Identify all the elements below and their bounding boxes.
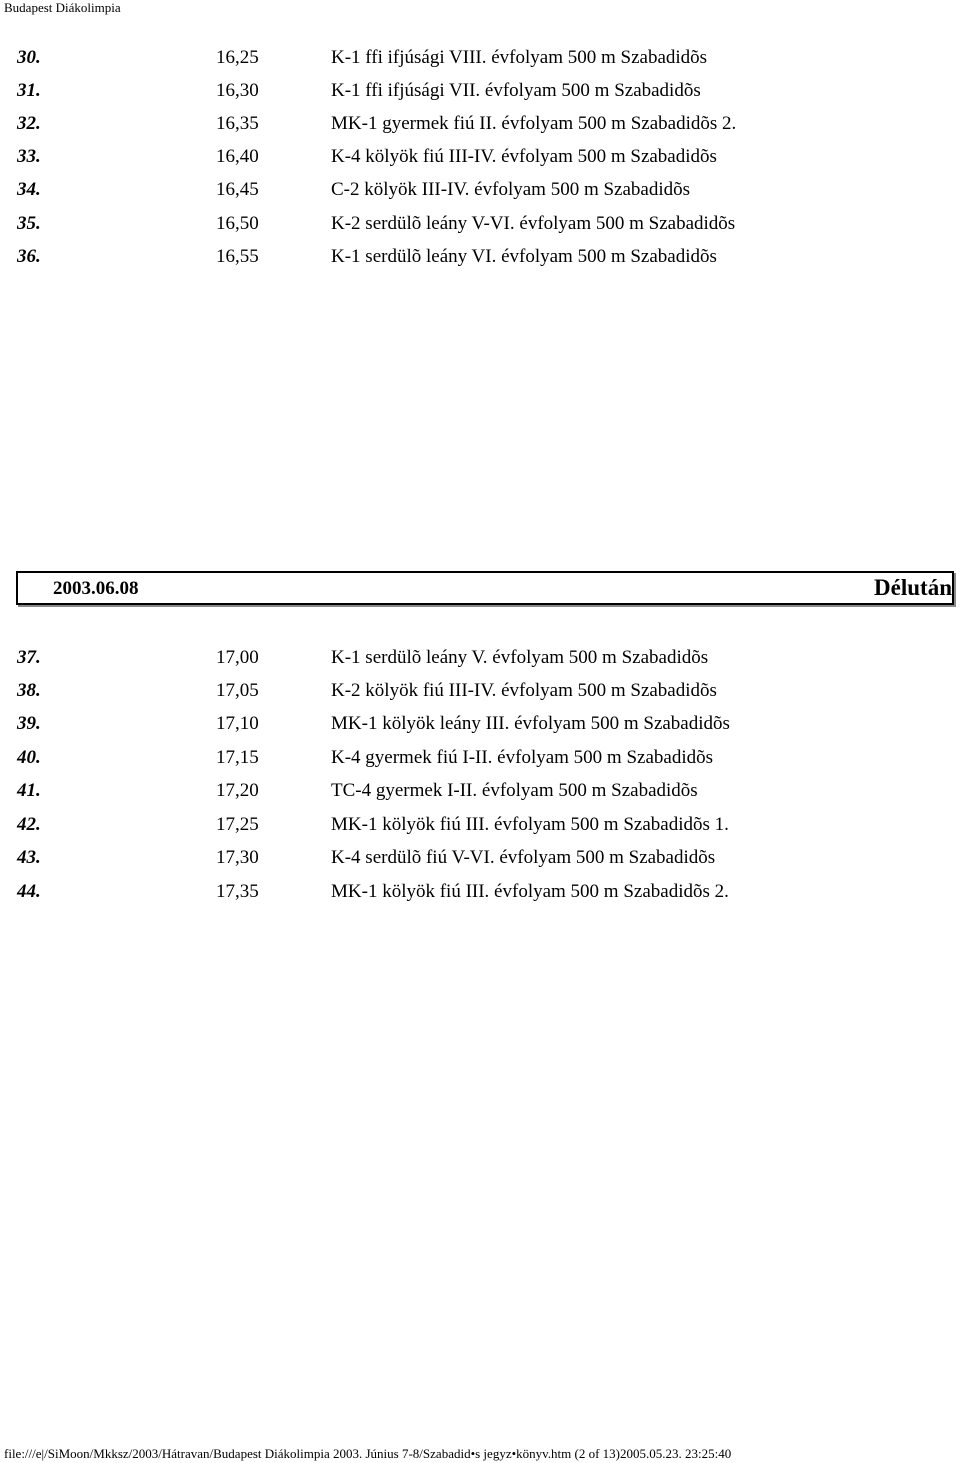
race-number: 39. bbox=[17, 713, 41, 734]
race-number: 34. bbox=[17, 179, 41, 200]
race-time: 17,25 bbox=[216, 814, 259, 835]
race-event: K-1 ffi ifjúsági VII. évfolyam 500 m Szabadidõs bbox=[331, 80, 701, 101]
race-number: 37. bbox=[17, 647, 41, 668]
race-time: 16,35 bbox=[216, 113, 259, 134]
race-time: 16,25 bbox=[216, 47, 259, 68]
session-header bbox=[16, 571, 954, 605]
race-time: 16,55 bbox=[216, 246, 259, 267]
race-time: 17,30 bbox=[216, 847, 259, 868]
race-time: 17,10 bbox=[216, 713, 259, 734]
race-event: K-4 gyermek fiú I-II. évfolyam 500 m Szabadidõs bbox=[331, 747, 714, 768]
race-time: 16,45 bbox=[216, 179, 259, 200]
race-number: 44. bbox=[17, 881, 41, 902]
session-date: 2003.06.08 bbox=[53, 578, 139, 599]
race-event: K-2 serdülõ leány V-VI. évfolyam 500 m Szabadidõs bbox=[331, 213, 736, 234]
race-event: K-1 ffi ifjúsági VIII. évfolyam 500 m Szabadidõs bbox=[331, 47, 708, 68]
race-event: MK-1 gyermek fiú II. évfolyam 500 m Szabadidõs 2. bbox=[331, 113, 737, 134]
race-number: 35. bbox=[17, 213, 41, 234]
race-time: 17,35 bbox=[216, 881, 259, 902]
session-label: Délután bbox=[874, 575, 952, 600]
race-event: MK-1 kölyök leány III. évfolyam 500 m Szabadidõs bbox=[331, 713, 730, 734]
page-footer-path: file:///e|/SiMoon/Mkksz/2003/Hátravan/Budapest Diákolimpia 2003. Június 7-8/Szabadid•s jegyz•könyv.htm (2 of 13)2005.05.23. 23:25:40 bbox=[4, 1446, 732, 1461]
race-number: 36. bbox=[17, 246, 41, 267]
race-number: 33. bbox=[17, 146, 41, 167]
race-number: 40. bbox=[17, 747, 41, 768]
race-event: K-1 serdülõ leány V. évfolyam 500 m Szabadidõs bbox=[331, 647, 709, 668]
race-event: K-4 kölyök fiú III-IV. évfolyam 500 m Szabadidõs bbox=[331, 146, 717, 167]
race-event: K-1 serdülõ leány VI. évfolyam 500 m Szabadidõs bbox=[331, 246, 717, 267]
race-number: 38. bbox=[17, 680, 41, 701]
page-header-title: Budapest Diákolimpia bbox=[4, 0, 121, 15]
race-number: 41. bbox=[17, 780, 41, 801]
race-time: 17,15 bbox=[216, 747, 259, 768]
race-event: K-2 kölyök fiú III-IV. évfolyam 500 m Szabadidõs bbox=[331, 680, 717, 701]
race-number: 30. bbox=[17, 47, 41, 68]
race-time: 16,30 bbox=[216, 80, 259, 101]
race-number: 43. bbox=[17, 847, 41, 868]
race-time: 17,05 bbox=[216, 680, 259, 701]
race-time: 17,00 bbox=[216, 647, 259, 668]
race-event: TC-4 gyermek I-II. évfolyam 500 m Szabadidõs bbox=[331, 780, 698, 801]
race-number: 31. bbox=[17, 80, 41, 101]
race-time: 16,50 bbox=[216, 213, 259, 234]
race-event: MK-1 kölyök fiú III. évfolyam 500 m Szabadidõs 1. bbox=[331, 814, 729, 835]
race-time: 16,40 bbox=[216, 146, 259, 167]
race-event: K-4 serdülõ fiú V-VI. évfolyam 500 m Szabadidõs bbox=[331, 847, 716, 868]
race-event: C-2 kölyök III-IV. évfolyam 500 m Szabadidõs bbox=[331, 179, 691, 200]
race-time: 17,20 bbox=[216, 780, 259, 801]
race-number: 42. bbox=[17, 814, 41, 835]
race-number: 32. bbox=[17, 113, 41, 134]
race-event: MK-1 kölyök fiú III. évfolyam 500 m Szabadidõs 2. bbox=[331, 881, 729, 902]
